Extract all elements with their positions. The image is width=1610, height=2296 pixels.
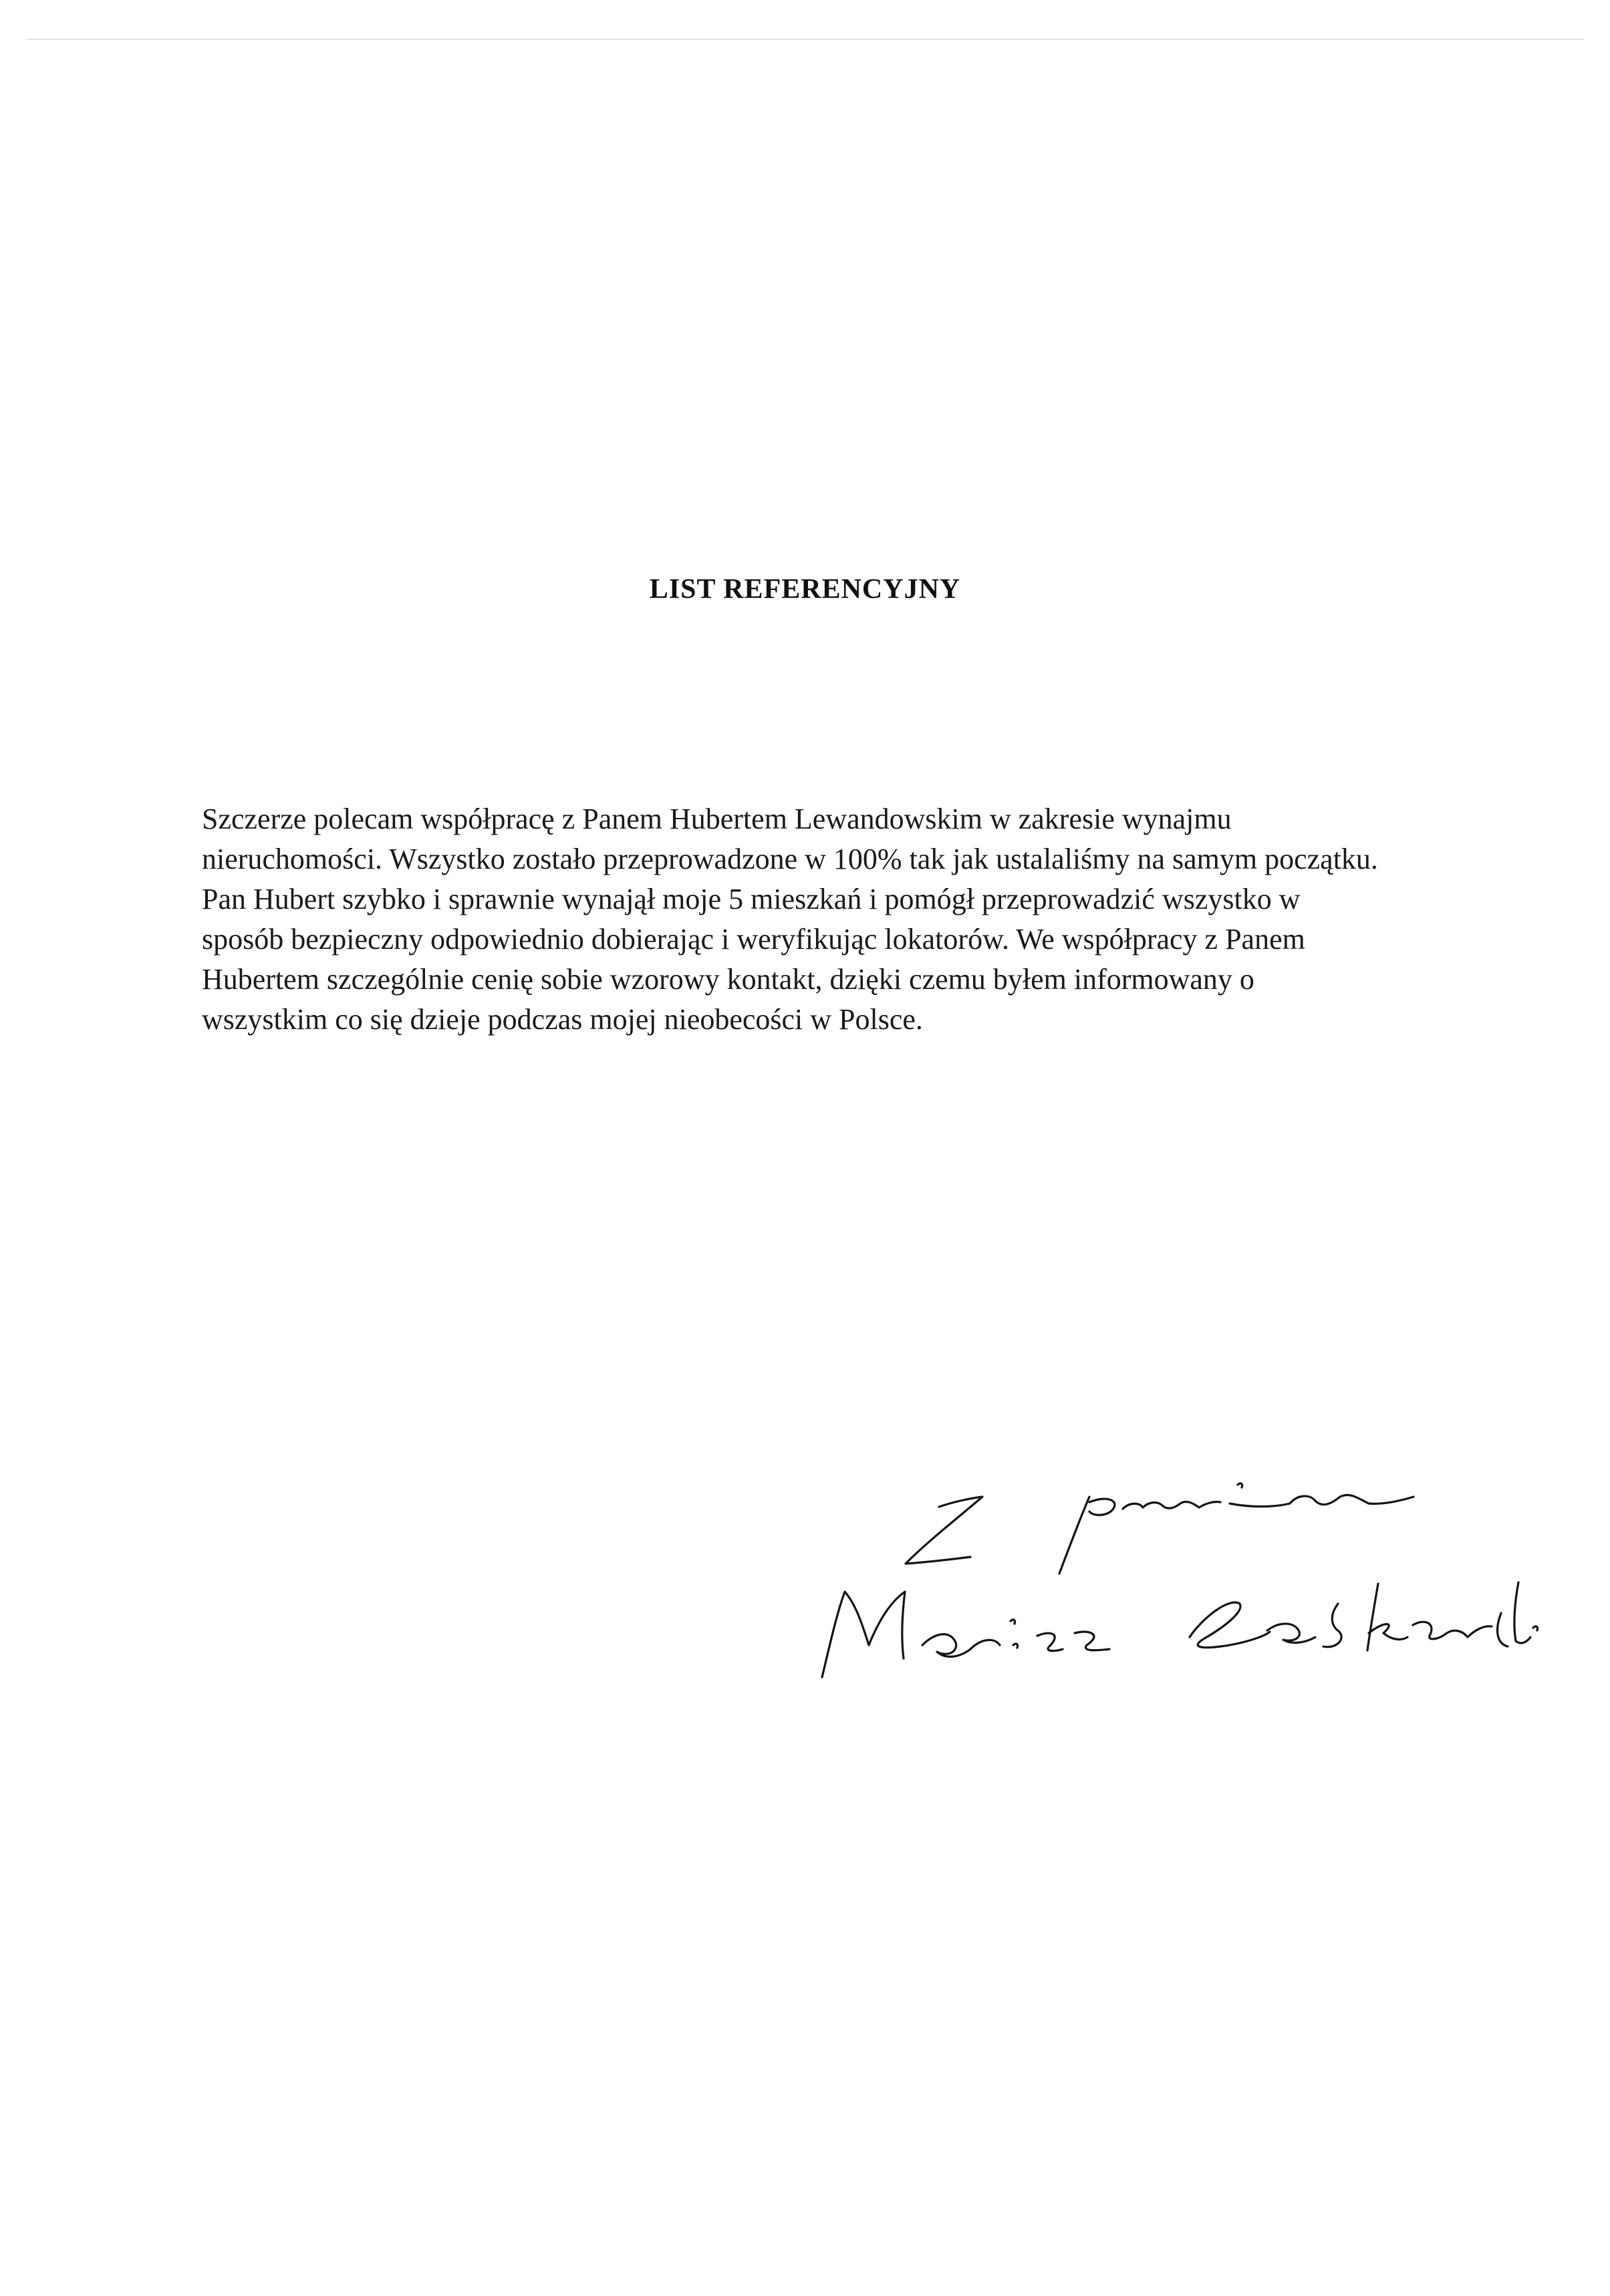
signature-stroke: [1037, 1633, 1063, 1651]
scan-edge-line: [27, 39, 1584, 40]
signature-stroke: [1367, 1584, 1378, 1651]
signature-stroke: [1013, 1644, 1018, 1648]
document-title: LIST REFERENCYJNY: [649, 574, 961, 605]
body-line: Pan Hubert szybko i sprawnie wynajął moje 5 mieszkań i pomógł przeprowadzić wszystko w: [202, 883, 1301, 915]
signature-stroke: [1533, 1626, 1538, 1630]
signature-stroke: [906, 1497, 982, 1564]
body-line: Szczerze polecam współpracę z Panem Hubertem Lewandowskim w zakresie wynajmu: [202, 803, 1232, 835]
signature-stroke: [1369, 1624, 1407, 1640]
signature-stroke: [1089, 1499, 1115, 1515]
signature-stroke: [1498, 1613, 1508, 1646]
signature-stroke: [1267, 1624, 1315, 1642]
signature-stroke: [822, 1592, 905, 1677]
body-line: Hubertem szczególnie cenię sobie wzorowy kontakt, dzięki czemu byłem informowany o: [202, 963, 1254, 996]
signature-stroke: [1413, 1622, 1492, 1639]
signature-stroke: [1230, 1495, 1414, 1506]
body-line: nieruchomości. Wszystko zostało przeprowadzone w 100% tak jak ustalaliśmy na samym początku.: [202, 843, 1378, 875]
signature-stroke: [922, 1634, 1000, 1657]
signature-stroke: [1123, 1501, 1220, 1509]
signature-stroke: [1075, 1632, 1109, 1651]
signature-drawing: [795, 1470, 1544, 1697]
body-line: wszystkim co się dzieje podczas mojej nieobecości w Polsce.: [202, 1003, 923, 1036]
letter-body: [202, 799, 1512, 1040]
signature-stroke: [1238, 1483, 1242, 1487]
signature-stroke: [1190, 1602, 1270, 1647]
handwritten-signature: [795, 1470, 1544, 1697]
signature-stroke: [1514, 1582, 1530, 1643]
signature-stroke: [1059, 1497, 1089, 1574]
signature-stroke: [1011, 1620, 1015, 1624]
body-line: sposób bezpieczny odpowiednio dobierając i weryfikując lokatorów. We współpracy z Panem: [202, 923, 1305, 956]
signature-stroke: [1323, 1604, 1341, 1647]
